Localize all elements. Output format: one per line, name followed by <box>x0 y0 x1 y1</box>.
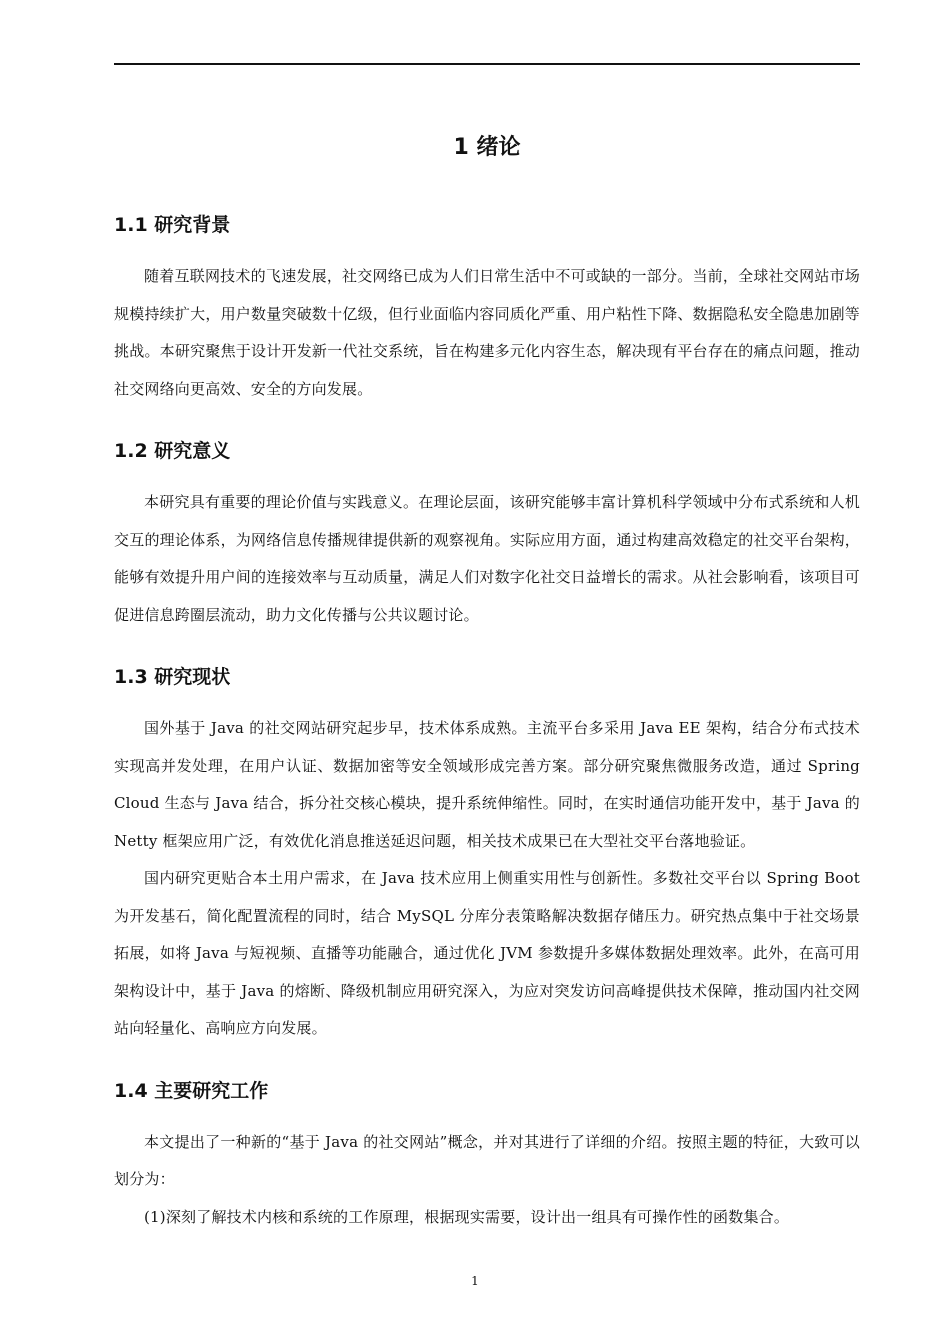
paragraph: 国内研究更贴合本土用户需求，在 Java 技术应用上侧重实用性与创新性。多数社交平台以 Spring Boot 为开发基石，简化配置流程的同时，结合 MySQL 分库分表策略解决数据存储压力。研究热点集中于社交场景拓展，如将 Java 与短视频、直播等功能融合，通过优化 JVM 参数提升多媒体数据处理效率。此外，在高可用架构设计中，基于 Java 的熔断、降级机制应用研究深入，为应对突发访问高峰提供技术保障，推动国内社交网站向轻量化、高响应方向发展。 <box>114 869 860 1037</box>
section-main-work <box>114 1076 860 1237</box>
paragraph: 本文提出了一种新的“基于 Java 的社交网站”概念，并对其进行了详细的介绍。按照主题的特征，大致可以划分为： <box>114 1132 860 1188</box>
paragraph: 随着互联网技术的飞速发展，社交网络已成为人们日常生活中不可或缺的一部分。当前，全球社交网站市场规模持续扩大，用户数量突破数十亿级，但行业面临内容同质化严重、用户粘性下降、数据隐私安全隐患加剧等挑战。本研究聚焦于设计开发新一代社交系统，旨在构建多元化内容生态，解决现有平台存在的痛点问题，推动社交网络向更高效、安全的方向发展。 <box>114 267 860 398</box>
section-heading: 1.2 研究意义 <box>114 440 231 462</box>
section-heading: 1.1 研究背景 <box>114 214 231 236</box>
section-research-significance <box>114 436 860 634</box>
section-research-status <box>114 662 860 1048</box>
page-content <box>114 118 860 1236</box>
header-rule <box>114 63 860 65</box>
paragraph: 本研究具有重要的理论价值与实践意义。在理论层面，该研究能够丰富计算机科学领域中分布式系统和人机交互的理论体系，为网络信息传播规律提供新的观察视角。实际应用方面，通过构建高效稳定的社交平台架构，能够有效提升用户间的连接效率与互动质量，满足人们对数字化社交日益增长的需求。从社会影响看，该项目可促进信息跨圈层流动，助力文化传播与公共议题讨论。 <box>114 493 860 624</box>
section-heading: 1.4 主要研究工作 <box>114 1079 269 1102</box>
paragraph: 国外基于 Java 的社交网站研究起步早，技术体系成熟。主流平台多采用 Java EE 架构，结合分布式技术实现高并发处理，在用户认证、数据加密等安全领域形成完善方案。部分研究聚焦微服务改造，通过 Spring Cloud 生态与 Java 结合，拆分社交核心模块，提升系统伸缩性。同时，在实时通信功能开发中，基于 Java 的 Netty 框架应用广泛，有效优化消息推送延迟问题，相关技术成果已在大型社交平台落地验证。 <box>114 719 860 850</box>
page-number: 1 <box>471 1274 479 1288</box>
section-heading: 1.3 研究现状 <box>114 666 231 688</box>
list-item: (1)深刻了解技术内核和系统的工作原理，根据现实需要，设计出一组具有可操作性的函数集合。 <box>144 1207 790 1226</box>
section-research-background <box>114 210 860 408</box>
chapter-title: 1 绪论 <box>453 135 521 160</box>
